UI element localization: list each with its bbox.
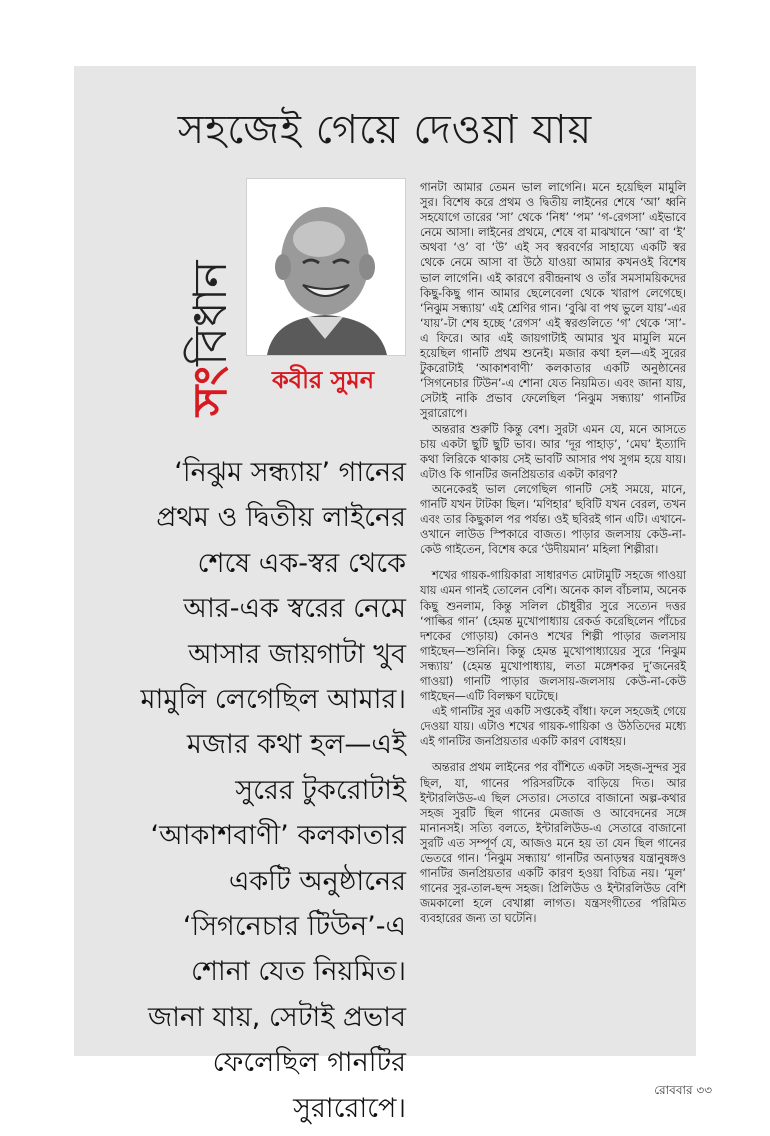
body-paragraph: শখের গায়ক-গায়িকারা সাধারণত মোটামুটি সহজে গাওয়া যায় এমন গানই তোলেন বেশি। অনেক কাল বাঁচলাম, অনেক কিছু শুনলাম, কিন্তু সলিল চৌধুরীর সুরে সত্যেন দত্তর ‘পাল্কির গান’ (হেমন্ত মুখোপাধ্যায় রেকর্ড করেছিলেন পাঁচের দশকের গোড়ায়) কোনও শখের শিল্পী পাড়ার জলসায় গাইছেন—শুনিনি। কিন্তু হেমন্ত মুখোপাধ্যায়ের সুরে ‘নিঝুম সন্ধ্যায়’ (হেমন্ত মুখোপাধ্যায়, লতা মঙ্গেশকর দু’জনেরই গাওয়া) গানটি পাড়ার জলসায়-জলসায় কেউ-না-কেউ গাইছেন—এটি বিলক্ষণ ঘটেছে। xyxy=(420,569,686,704)
section-logo xyxy=(180,176,240,416)
body-paragraph: অন্তরার শুরুটি কিন্তু বেশ। সুরটা এমন যে, মনে আসতে চায় একটা ছুটি ছুটি ভাব। আর ‘দূর পাহাড়’, ‘মেঘ’ ইত্যাদি কথা লিরিকে থাকায় সেই ভাবটি আসার পথ সুগম হয়ে যায়। এটাও কি গানটির জনপ্রিয়তার একটা কারণ? xyxy=(420,422,686,481)
pull-quote-line: শেষে এক-স্বর থেকে xyxy=(197,547,406,579)
pull-quote-line: সুরের টুকরোটাই xyxy=(235,774,406,806)
pull-quote-line: সুরারোপে। xyxy=(293,1092,406,1124)
page-folio: রোববার ৩৩ xyxy=(654,1083,712,1097)
section-logo-black: বিধান xyxy=(183,260,237,366)
author-portrait xyxy=(246,178,406,356)
article-body xyxy=(420,180,686,927)
pull-quote-line: প্রথম ও দ্বিতীয় লাইনের xyxy=(156,502,406,534)
body-paragraph: গানটা আমার তেমন ভাল লাগেনি। মনে হয়েছিল মামুলি সুর। বিশেষ করে প্রথম ও দ্বিতীয় লাইনের শেষে ‘আ’ ধ্বনি সহযোগে তারের ‘সা’ থেকে ‘নিধ’ ‘পম’ ‘গ-রেগসা’ এইভাবে নেমে আসা। লাইনের প্রথমে, শেষে বা মাঝখানে ‘আ’ বা ‘ই’ অথবা ‘ও’ বা ‘উ’ এই সব স্বরবর্ণের সাহায্যে একটি স্বর থেকে নেমে আসা বা উঠে যাওয়া আমার কখনওই বিশেষ ভাল লাগেনি। এই কারণে রবীন্দ্রনাথ ও তাঁর সমসাময়িকদের কিছু-কিছু গান আমার ছেলেবেলা থেকে খারাপ লেগেছে। ‘নিঝুম সন্ধ্যায়’ এই শ্রেণির গান। ‘বুঝি বা পথ ভুলে যায়’-এর ‘যায়’-টা শেষ হচ্ছে ‘রেগস’ এই স্বরগুলিতে ‘গ’ থেকে ‘সা’-এ ফিরে। আর এই জায়গাটাই আমার খুব মামুলি মনে হয়েছিল গানটি প্রথম শুনেই। মজার কথা হল—এই সুরের টুকরোটাই ‘আকাশবাণী’ কলকাতার একটি অনুষ্ঠানের ‘সিগনেচার টিউন’-এ শোনা যেত নিয়মিত। এবং জানা যায়, সেটাই নাকি প্রভাব ফেলেছিল ‘নিঝুম সন্ধ্যায়’ গানটির সুরারোপে। xyxy=(420,181,686,421)
pull-quote xyxy=(114,450,406,1131)
body-paragraph: অন্তরার প্রথম লাইনের পর বাঁশিতে একটা সহজ-সুন্দর সুর ছিল, যা, গানের পরিসরটিকে বাড়িয়ে দিত। আর ইন্টারলিউড-এ ছিল সেতার। সেতারে বাজানো অল্প-কথার সহজ সুরটি ছিল গানের মেজাজ ও আবেদনের সঙ্গে মানানসই। সত্যি বলতে, ইন্টারলিউড-এ সেতারে বাজানো সুরটি এত সম্পূর্ণ যে, আজও মনে হয় তা যেন ছিল গানের ভেতরে গান। ‘নিঝুম সন্ধ্যায়’ গানটির অনাড়ম্বর যন্ত্রানুষঙ্গও গানটির জনপ্রিয়তার একটি কারণ হওয়া বিচিত্র নয়। ‘মূল’ গানের সুর-তাল-ছন্দ সহজ। প্রিলিউড ও ইন্টারলিউড বেশি জমকালো হলে বেখাপ্পা লাগত। যন্ত্রসংগীতের পরিমিত ব্যবহারের জন্য তা ঘটেনি। xyxy=(420,761,686,926)
pull-quote-line: ‘আকাশবাণী’ কলকাতার xyxy=(150,820,406,852)
article-title: সহজেই গেয়ে দেওয়া যায় xyxy=(177,107,593,153)
pull-quote-line: মজার কথা হল—এই xyxy=(186,729,406,761)
pull-quote-line: মামুলি লেগেছিল আমার। xyxy=(140,684,406,716)
pull-quote-line: একটি অনুষ্ঠানের xyxy=(228,865,406,897)
pull-quote-line: আসার জায়গাটা খুব xyxy=(188,638,406,670)
body-paragraph: এই গানটির সুর একটি সপ্তকেই বাঁধা। ফলে সহজেই গেয়ে দেওয়া যায়। এটাও শখের গায়ক-গায়িকা ও উঠতিদের মধ্যে এই গানটির জনপ্রিয়তার একটি কারণ বোধহয়। xyxy=(420,705,686,749)
author-name: কবীর সুমন xyxy=(272,366,375,394)
body-paragraph: অনেকেরই ভাল লেগেছিল গানটি সেই সময়ে, মানে, গানটি যখন টাটকা ছিল। ‘মণিহার’ ছবিটি যখন বেরল, তখন এবং তার কিছুকাল পর পর্যন্ত। ওই ছবিরই গান এটি। এখানে-ওখানে লাউড স্পিকারে বাজত। পাড়ার জলসায় কেউ-না-কেউ গাইতেন, বিশেষ করে ‘উদীয়মান’ মহিলা শিল্পীরা। xyxy=(420,482,686,557)
pull-quote-line: আর-এক স্বরের নেমে xyxy=(183,593,406,625)
pull-quote-line: ‘সিগনেচার টিউন’-এ xyxy=(182,911,406,943)
pull-quote-line: জানা যায়, সেটাই প্রভাব xyxy=(147,1001,406,1033)
pull-quote-line: ‘নিঝুম সন্ধ্যায়’ গানের xyxy=(174,457,406,488)
pull-quote-line: শোনা যেত নিয়মিত। xyxy=(190,956,406,988)
pull-quote-line: ফেলেছিল গানটির xyxy=(212,1047,406,1079)
section-logo-red: সং xyxy=(183,365,237,416)
